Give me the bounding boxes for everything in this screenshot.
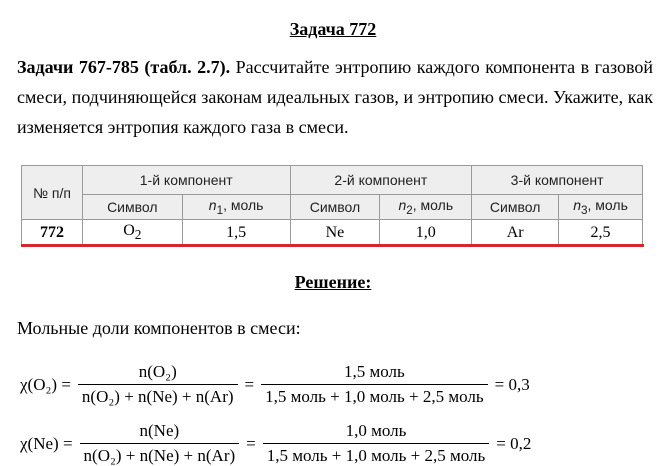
eq2-fraction-numeric: $\frac{\text{1,0 моль}}{\text{1,5 моль + 1,0 моль + 2,5 моль}}$: [263, 421, 490, 466]
task-reference: Задачи 767-785 (табл. 2.7).: [17, 57, 231, 77]
cell-symbol-3: Ar: [472, 220, 559, 247]
cell-symbol-1: $O_2$: [82, 220, 182, 247]
cell-n3: 2,5: [559, 220, 643, 247]
cell-symbol-2: Ne: [290, 220, 380, 247]
row-number: 772: [22, 220, 83, 247]
table-row: [22, 220, 643, 247]
header-symbol-1: Символ: [82, 195, 182, 220]
cell-n1: 1,5: [182, 220, 290, 247]
eq2-result: = 0,2: [496, 433, 532, 453]
page-title: Задача 772: [289, 19, 377, 39]
task-statement: [17, 52, 653, 142]
eq1-fraction-symbolic: $\frac{\text{n(O₂)}}{\text{n(O₂) + n(Ne) + n(Ar)}}$: [78, 362, 238, 407]
eq2-lhs: χ(Ne) =: [20, 433, 73, 453]
header-n3: $n_3$, моль: [559, 195, 643, 220]
eq2-fraction-symbolic: $\frac{n(Ne)}{\text{n(O₂) + n(Ne) + n(Ar)}}$: [80, 421, 240, 466]
header-comp2: 2-й компонент: [290, 166, 472, 195]
data-table: [21, 165, 643, 247]
equation-ne: χ(Ne) = $\frac{n(Ne)}{\text{n(O₂) + n(Ne) + n(Ar)}}$ = $\frac{\text{1,0 моль}}{\text{1,5 моль + 1,0 моль + 2,5 моль}}$ = 0,2: [20, 421, 532, 465]
task-body: Рассчитайте энтропию каждого компонента в газовой смеси, подчиняющейся законам идеальных газов, и энтропию смеси. Укажите, как изменяется энтропия каждого газа в смеси.: [17, 57, 653, 137]
eq1-lhs: χ(O₂) =: [20, 374, 71, 394]
equation-o2: χ(O₂) = $\frac{\text{n(O₂)}}{\text{n(O₂) + n(Ne) + n(Ar)}}$ = $\frac{\text{1,5 моль}}{\text{1,5 моль + 1,0 моль + 2,5 моль}}$ = 0,3: [20, 362, 530, 406]
solution-title: Решение:: [294, 272, 372, 292]
cell-n2: 1,0: [380, 220, 472, 247]
header-symbol-2: Символ: [290, 195, 380, 220]
header-np: № п/п: [22, 166, 83, 220]
accent-divider: [21, 244, 644, 247]
intro-text: Мольные доли компонентов в смеси:: [17, 318, 301, 338]
header-symbol-3: Символ: [472, 195, 559, 220]
header-comp1: 1-й компонент: [82, 166, 290, 195]
header-n1: $n_1$, моль: [182, 195, 290, 220]
header-n2: $n_2$, моль: [380, 195, 472, 220]
eq1-fraction-numeric: $\frac{\text{1,5 моль}}{\text{1,5 моль + 1,0 моль + 2,5 моль}}$: [261, 362, 488, 407]
header-comp3: 3-й компонент: [472, 166, 643, 195]
eq1-result: = 0,3: [494, 374, 530, 394]
